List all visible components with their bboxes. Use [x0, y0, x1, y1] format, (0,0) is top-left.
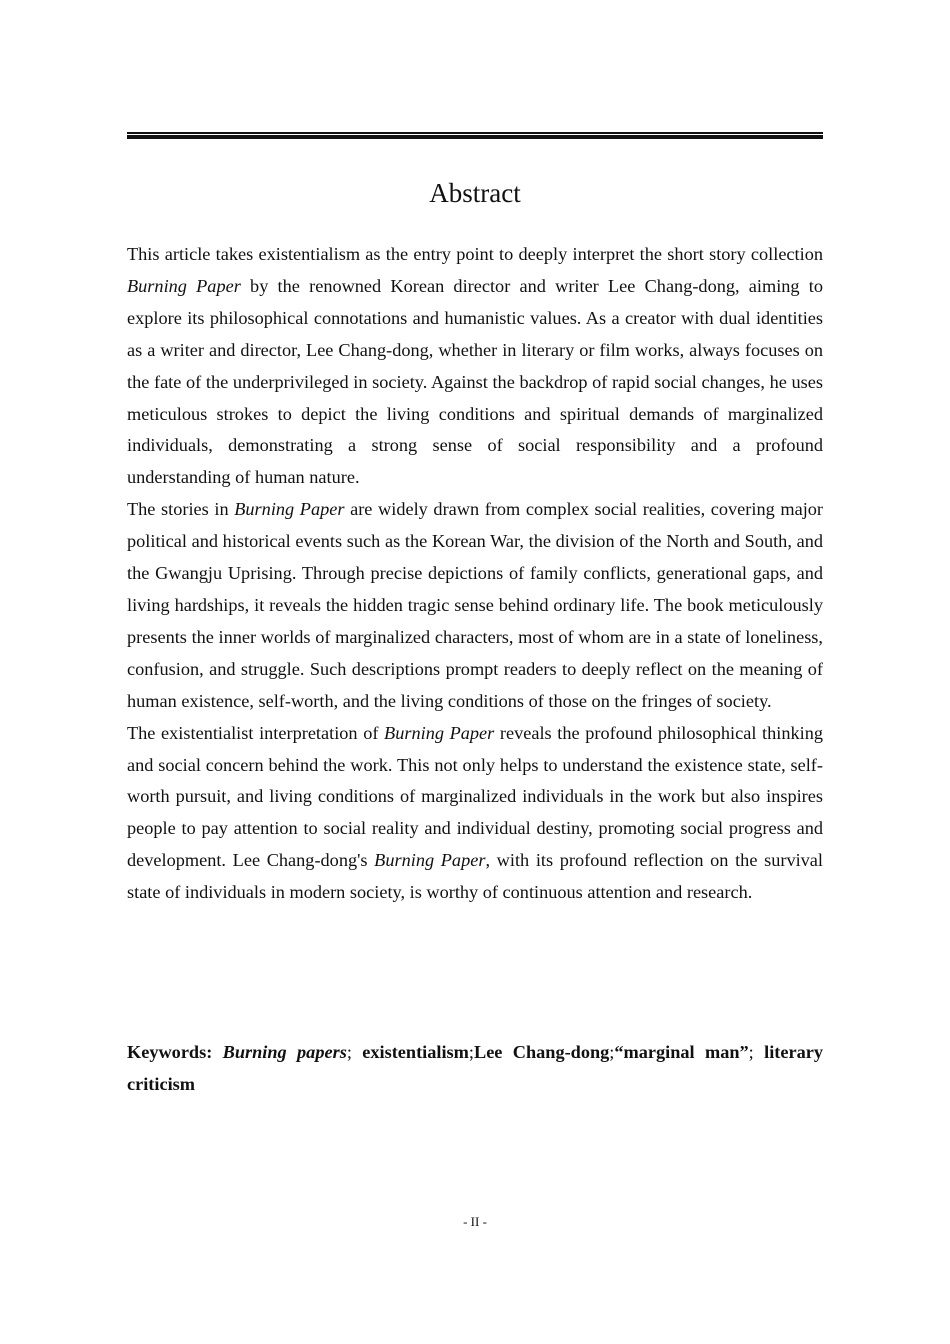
paragraph-1-text-b: by the renowned Korean director and writer Lee Chang-dong, aiming to explore its philosophical connotations and humanistic values. As a creator with dual identities as a writer and director, Lee Chang-dong, whether in literary or film works, always focuses on the fate of the underprivileged in society. Against the backdrop of rapid social changes, he uses meticulous strokes to depict the living conditions and spiritual demands of marginalized individuals, demonstrating a strong sense of social responsibility and a profound understanding of human nature.	[127, 275, 823, 488]
abstract-paragraph-3	[127, 718, 823, 909]
book-title-italic: Burning Paper	[384, 722, 495, 743]
keyword-1: Burning papers	[222, 1042, 347, 1062]
book-title-italic: Burning Paper	[374, 850, 486, 871]
paragraph-3-text-c: , with its profound reflection on the survival state of individuals in modern society, is worthy of continuous attention and research.	[127, 850, 823, 903]
keyword-5: literary criticism	[127, 1042, 823, 1094]
paragraph-2-text-a: The stories in	[127, 499, 235, 520]
paragraph-3-text-a: The existentialist interpretation of	[127, 722, 385, 743]
keyword-separator: ;	[748, 1042, 754, 1062]
book-title-italic: Burning Paper	[234, 499, 345, 520]
page-number: - II -	[463, 1214, 487, 1229]
keyword-separator: ;	[346, 1042, 352, 1062]
paragraph-3-text-b: reveals the profound philosophical thinking and social concern behind the work. This not only helps to understand the existence state, self-worth pursuit, and living conditions of marginalized individuals in the work but also inspires people to pay attention to social reality and individual destiny, promoting social progress and development. Lee Chang-dong's	[127, 722, 823, 871]
abstract-paragraph-2	[127, 494, 823, 717]
keyword-4: “marginal man”	[614, 1042, 749, 1062]
abstract-paragraph-1	[127, 239, 823, 494]
paragraph-1-text-a: This article takes existentialism as the entry point to deeply interpret the short story collection	[127, 244, 823, 264]
keywords-line	[127, 1037, 823, 1101]
keyword-separator: ;	[468, 1042, 474, 1062]
book-title-italic: Burning Paper	[127, 275, 241, 296]
keywords-label: Keywords:	[127, 1042, 223, 1062]
abstract-title: Abstract	[429, 178, 521, 208]
paragraph-2-text-b: are widely drawn from complex social realities, covering major political and historical events such as the Korean War, the division of the North and South, and the Gwangju Uprising. Through precise depictions of family conflicts, generational gaps, and living hardships, it reveals the hidden tragic sense behind ordinary life. The book meticulously presents the inner worlds of marginalized characters, most of whom are in a state of loneliness, confusion, and struggle. Such descriptions prompt readers to deeply reflect on the meaning of human existence, self-worth, and the living conditions of those on the fringes of society.	[127, 499, 824, 711]
header-double-rule	[127, 132, 823, 139]
keyword-separator: ;	[609, 1042, 615, 1062]
abstract-body	[127, 239, 823, 909]
keyword-2: existentialism	[362, 1042, 469, 1062]
keyword-3: Lee Chang-dong	[474, 1042, 610, 1062]
